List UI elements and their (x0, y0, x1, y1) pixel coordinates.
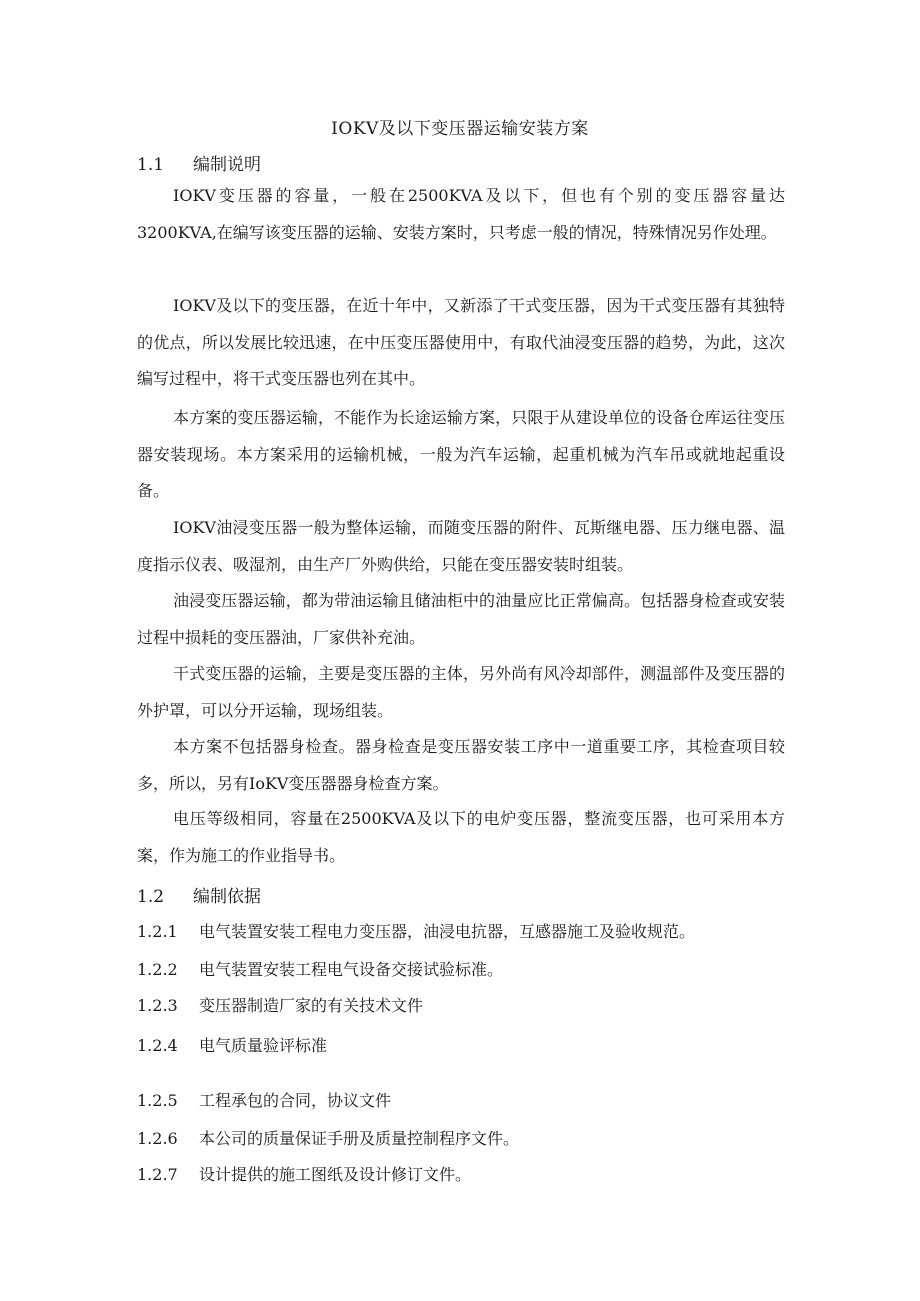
paragraph-4: IOKV油浸变压器一般为整体运输，而随变压器的附件、瓦斯继电器、压力继电器、温度指示仪表、吸湿剂，由生产厂外购供给，只能在变压器安装时组装。 (137, 518, 785, 574)
basis-text: 本公司的质量保证手册及质量控制程序文件。 (199, 1129, 520, 1148)
basis-text: 电气质量验评标准 (199, 1036, 328, 1055)
paragraph-8: 电压等级相同，容量在2500KVA及以下的电炉变压器，整流变压器，也可采用本方案，作为施工的作业指导书。 (137, 809, 785, 865)
basis-item (137, 919, 695, 942)
section-number: 1.1 (137, 155, 165, 175)
basis-number: 1.2.3 (137, 996, 178, 1015)
basis-item (137, 1088, 391, 1111)
paragraph-1: IOKV变压器的容量，一般在2500KVA及以下，但也有个别的变压器容量达3200KVA,在编写该变压器的运输、安装方案时，只考虑一般的情况，特殊情况另作处理。 (137, 186, 785, 242)
basis-number: 1.2.4 (137, 1036, 178, 1055)
paragraph-6: 干式变压器的运输，主要是变压器的主体，另外尚有风冷却部件，测温部件及变压器的外护罩，可以分开运输，现场组装。 (137, 664, 785, 720)
paragraph-7: 本方案不包括器身检查。器身检查是变压器安装工序中一道重要工序，其检查项目较多，所以，另有IoKV变压器器身检查方案。 (137, 737, 785, 793)
basis-text: 工程承包的合同，协议文件 (199, 1091, 392, 1110)
paragraph-5: 油浸变压器运输，都为带油运输且储油柜中的油量应比正常偏高。包括器身检查或安装过程中损耗的变压器油，厂家供补充油。 (137, 591, 785, 647)
basis-text: 变压器制造厂家的有关技术文件 (199, 996, 424, 1015)
section-heading-1-1 (137, 150, 261, 175)
section-number: 1.2 (137, 887, 165, 907)
basis-item (137, 993, 423, 1016)
basis-item (137, 957, 503, 980)
basis-number: 1.2.1 (137, 922, 178, 941)
basis-text: 电气装置安装工程电力变压器，油浸电抗器，互感器施工及验收规范。 (199, 922, 696, 941)
section-heading-1-2 (137, 882, 261, 907)
basis-number: 1.2.6 (137, 1129, 178, 1148)
basis-item (137, 1126, 519, 1149)
paragraph-3: 本方案的变压器运输，不能作为长途运输方案，只限于从建设单位的设备仓库运往变压器安装现场。本方案采用的运输机械，一般为汽车运输，起重机械为汽车吊或就地起重设备。 (137, 408, 785, 500)
basis-number: 1.2.7 (137, 1165, 178, 1184)
section-label: 编制说明 (193, 155, 261, 175)
basis-number: 1.2.5 (137, 1091, 178, 1110)
basis-text: 设计提供的施工图纸及设计修订文件。 (199, 1165, 472, 1184)
basis-number: 1.2.2 (137, 960, 178, 979)
basis-item (137, 1162, 471, 1185)
document-title: IOKV及以下变压器运输安装方案 (331, 119, 589, 139)
basis-item (137, 1033, 327, 1056)
basis-text: 电气装置安装工程电气设备交接试验标准。 (199, 960, 504, 979)
paragraph-2: IOKV及以下的变压器，在近十年中，又新添了干式变压器，因为干式变压器有其独特的优点，所以发展比较迅速，在中压变压器使用中，有取代油浸变压器的趋势，为此，这次编写过程中，将干式变压器也列在其中。 (137, 296, 785, 388)
section-label: 编制依据 (193, 887, 261, 907)
